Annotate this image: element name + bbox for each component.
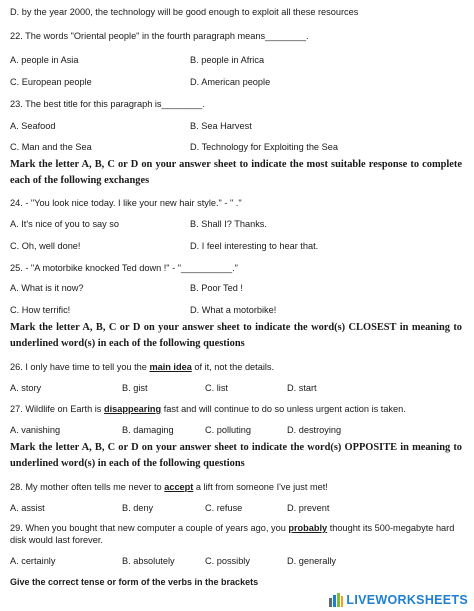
option-b: B. deny xyxy=(122,503,154,513)
option-b: B. people in Africa xyxy=(190,55,265,65)
question-26 xyxy=(10,361,274,373)
option-a: A. certainly xyxy=(10,556,56,566)
logo-text: LIVEWORKSHEETS xyxy=(346,592,468,607)
underlined-word: disappearing xyxy=(103,404,162,414)
option-b: B. absolutely xyxy=(122,556,175,566)
question-text: of it, not the details. xyxy=(191,362,275,372)
question-25: 25. - "A motorbike knocked Ted down !" - "__________." xyxy=(10,263,238,273)
underlined-word: accept xyxy=(164,482,194,492)
option-c: C. European people xyxy=(10,77,92,87)
section-instruction: Mark the letter A, B, C or D on your answer sheet to indicate the most suitable response to complete each of the following exchanges xyxy=(10,159,462,186)
option-c: C. possibly xyxy=(205,556,250,566)
question-23: 23. The best title for this paragraph is________. xyxy=(10,99,205,109)
option-b: B. gist xyxy=(122,383,148,393)
option-c: C. polluting xyxy=(205,425,251,435)
question-28 xyxy=(10,481,328,493)
option-a: A. It's nice of you to say so xyxy=(10,219,119,229)
section-heading: Give the correct tense or form of the verbs in the brackets xyxy=(10,577,259,587)
question-text: 28. My mother often tells me never to xyxy=(10,482,165,492)
option-d: D. destroying xyxy=(287,425,342,435)
question-24: 24. - "You look nice today. I like your new hair style." - " ." xyxy=(10,198,242,208)
liveworksheets-logo xyxy=(329,591,468,608)
logo-icon xyxy=(329,593,343,607)
option-d: D. American people xyxy=(190,77,271,87)
option-b: B. Sea Harvest xyxy=(190,121,252,131)
option-d: D. I feel interesting to hear that. xyxy=(190,241,319,251)
option-a: A. vanishing xyxy=(10,425,61,435)
option-b: B. Shall I? Thanks. xyxy=(190,219,267,229)
option-line: D. by the year 2000, the technology will be good enough to exploit all these resources xyxy=(10,7,359,17)
underlined-word: main idea xyxy=(149,362,192,372)
option-a: A. people in Asia xyxy=(10,55,79,65)
question-text: a lift from someone I've just met! xyxy=(193,482,328,492)
option-c: C. Man and the Sea xyxy=(10,142,92,152)
option-a: A. story xyxy=(10,383,42,393)
option-d: D. generally xyxy=(287,556,337,566)
section-instruction: Mark the letter A, B, C or D on your answer sheet to indicate the word(s) CLOSEST in meaning to underlined word(s) in each of the following questions xyxy=(10,322,462,349)
option-d: D. start xyxy=(287,383,317,393)
question-27 xyxy=(10,403,406,415)
option-c: C. refuse xyxy=(205,503,243,513)
option-a: A. What is it now? xyxy=(10,283,84,293)
question-22: 22. The words "Oriental people" in the fourth paragraph means________. xyxy=(10,31,309,41)
option-a: A. Seafood xyxy=(10,121,56,131)
question-text: 26. I only have time to tell you the xyxy=(10,362,150,372)
option-a: A. assist xyxy=(10,503,45,513)
option-d: D. prevent xyxy=(287,503,330,513)
option-c: C. Oh, well done! xyxy=(10,241,81,251)
option-b: B. Poor Ted ! xyxy=(190,283,243,293)
question-text: 29. When you bought that new computer a couple of years ago, you xyxy=(10,523,289,533)
section-instruction: Mark the letter A, B, C or D on your answer sheet to indicate the word(s) OPPOSITE in meaning to underlined word(s) in each of the following questions xyxy=(10,442,462,469)
option-d: D. What a motorbike! xyxy=(190,305,277,315)
option-b: B. damaging xyxy=(122,425,174,435)
underlined-word: probably xyxy=(288,523,328,533)
question-text: 27. Wildlife on Earth is xyxy=(10,404,104,414)
question-text: fast and will continue to do so unless urgent action is taken. xyxy=(161,404,406,414)
question-29 xyxy=(10,522,462,546)
question-text: thought its 500-megabyte hard disk would last forever. xyxy=(10,523,455,545)
option-d: D. Technology for Exploiting the Sea xyxy=(190,142,338,152)
option-c: C. list xyxy=(205,383,228,393)
option-c: C. How terrific! xyxy=(10,305,71,315)
